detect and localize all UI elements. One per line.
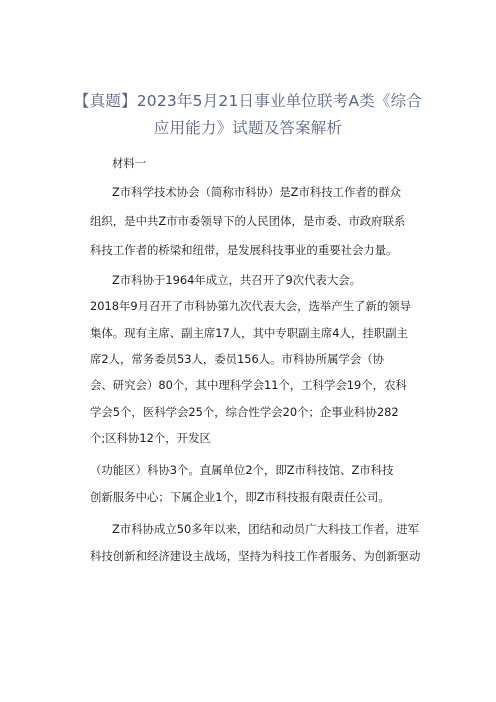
title-line-1: 【真题】2023年5月21日事业单位联考A类《综合 — [73, 92, 423, 110]
body-line: Z市科协于1964年成立，共召开了9次代表大会。 — [112, 273, 362, 287]
body-line: 2018年9月召开了市科协第九次代表大会，选举产生了新的领导 — [90, 299, 412, 313]
body-line: 创新服务中心；下属企业1个，即Z市科技报有限责任公司。 — [90, 490, 390, 504]
body-line: 集体。现有主席、副主席17人，其中专职副主席4人，挂职副主 — [90, 326, 408, 340]
title-line-2: 应用能力》试题及答案解析 — [153, 119, 343, 137]
body-line: 学会5个，医科学会25个，综合性学会20个；企事业科协282 — [90, 405, 399, 419]
body-line: Z市科协成立50多年以来，团结和动员广大科技工作者，进军 — [112, 522, 420, 536]
document-title — [60, 88, 436, 142]
body-line: 个;区科协12个，开发区 — [90, 431, 211, 445]
body-line: 科技创新和经济建设主战场，坚持为科技工作者服务、为创新驱动 — [90, 549, 421, 563]
body-line: 席2人，常务委员53人，委员156人。市科协所属学会（协 — [90, 352, 385, 366]
body-line: 科技工作者的桥梁和纽带，是发展科技事业的重要社会力量。 — [90, 243, 398, 257]
material-heading: 材料一 — [112, 156, 147, 170]
body-line: 会、研究会）80个，其中理科学会11个，工科学会19个，农科 — [90, 378, 407, 392]
body-line: （功能区）科协3个。直属单位2个，即Z市科技馆、Z市科技 — [90, 463, 394, 477]
body-line: 组织，是中共Z市市委领导下的人民团体，是市委、市政府联系 — [90, 214, 406, 228]
body-line: Z市科学技术协会（简称市科协）是Z市科技工作者的群众 — [112, 185, 401, 199]
